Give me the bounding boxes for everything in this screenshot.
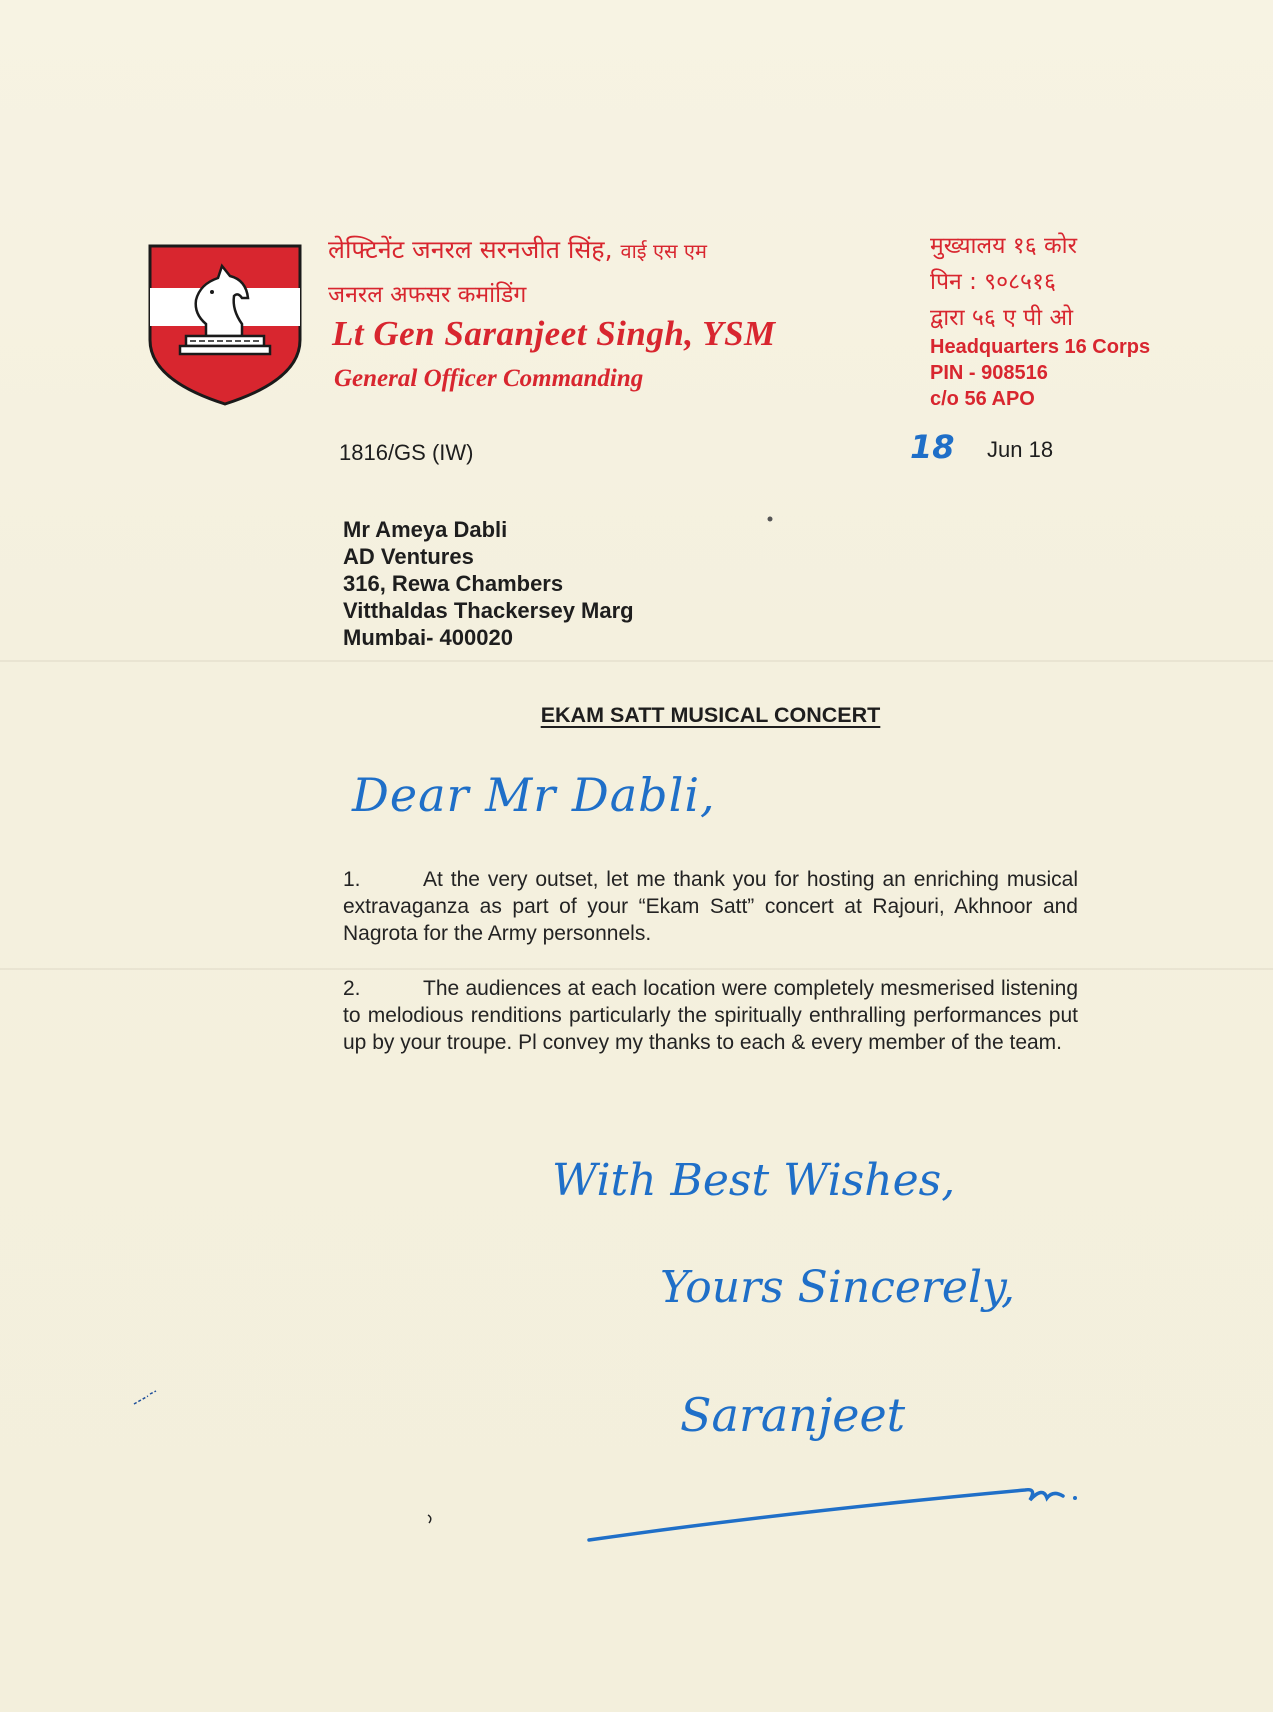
handwritten-closing: With Best Wishes, [552, 1155, 956, 1206]
paragraph-number: 2. [343, 977, 361, 1000]
handwritten-sign-off: Yours Sincerely, [660, 1262, 1016, 1313]
recipient-name: Mr Ameya Dabli [343, 517, 508, 542]
apo-hindi-line: द्वारा ५६ ए पी ओ [930, 305, 1073, 331]
officer-name-hindi-text: लेफ्टिनेंट जनरल सरनजीत सिंह, [328, 235, 613, 264]
handwritten-date-day: 18 [910, 428, 955, 466]
signature: Saranjeet [680, 1388, 906, 1442]
recipient-address [343, 516, 634, 651]
officer-honour-hindi: वाई एस एम [620, 239, 707, 263]
paper-fold-line [0, 968, 1273, 970]
recipient-city: Mumbai- 400020 [343, 625, 513, 650]
paragraph-number: 1. [343, 868, 361, 891]
hq-address-hindi-line: मुख्यालय १६ कोर [930, 233, 1078, 259]
officer-name-hindi [328, 232, 707, 266]
reference-number: 1816/GS (IW) [339, 440, 474, 465]
hq-address-line: Headquarters 16 Corps [930, 336, 1151, 358]
handwritten-salutation: Dear Mr Dabli, [352, 768, 716, 822]
recipient-company: AD Ventures [343, 544, 474, 569]
corps-crest-logo [146, 240, 304, 408]
apo-line: c/o 56 APO [930, 388, 1035, 410]
letter-subject: EKAM SATT MUSICAL CONCERT [540, 703, 881, 727]
paper-speck [765, 514, 775, 524]
officer-rank-english: General Officer Commanding [334, 365, 644, 392]
paper-speck [425, 1513, 435, 1525]
pin-hindi-line: पिन : ९०८५१६ [930, 269, 1056, 295]
recipient-address-line: 316, Rewa Chambers [343, 571, 564, 596]
body-paragraph [343, 975, 1078, 1056]
paper-fold-line [0, 660, 1273, 662]
pin-line: PIN - 908516 [930, 362, 1048, 384]
date-month-year: Jun 18 [987, 437, 1054, 462]
recipient-address-line: Vitthaldas Thackersey Marg [343, 598, 634, 623]
paragraph-text: At the very outset, let me thank you for hosting an enriching musical extravaganza as part of your “Ekam Satt” concert at Rajouri, Akhnoor and Nagrota for the Army personnels. [343, 868, 1078, 945]
ink-speck [130, 1388, 160, 1408]
body-paragraph [343, 866, 1078, 947]
signature-underline-stroke [585, 1468, 1095, 1558]
officer-name-english: Lt Gen Saranjeet Singh, YSM [332, 314, 776, 353]
paragraph-text: The audiences at each location were completely mesmerised listening to melodious renditions particularly the spiritually enthralling performances put up by your troupe. Pl convey my thanks to each & every member of the team. [343, 977, 1078, 1054]
officer-rank-hindi: जनरल अफसर कमांडिंग [328, 282, 527, 308]
